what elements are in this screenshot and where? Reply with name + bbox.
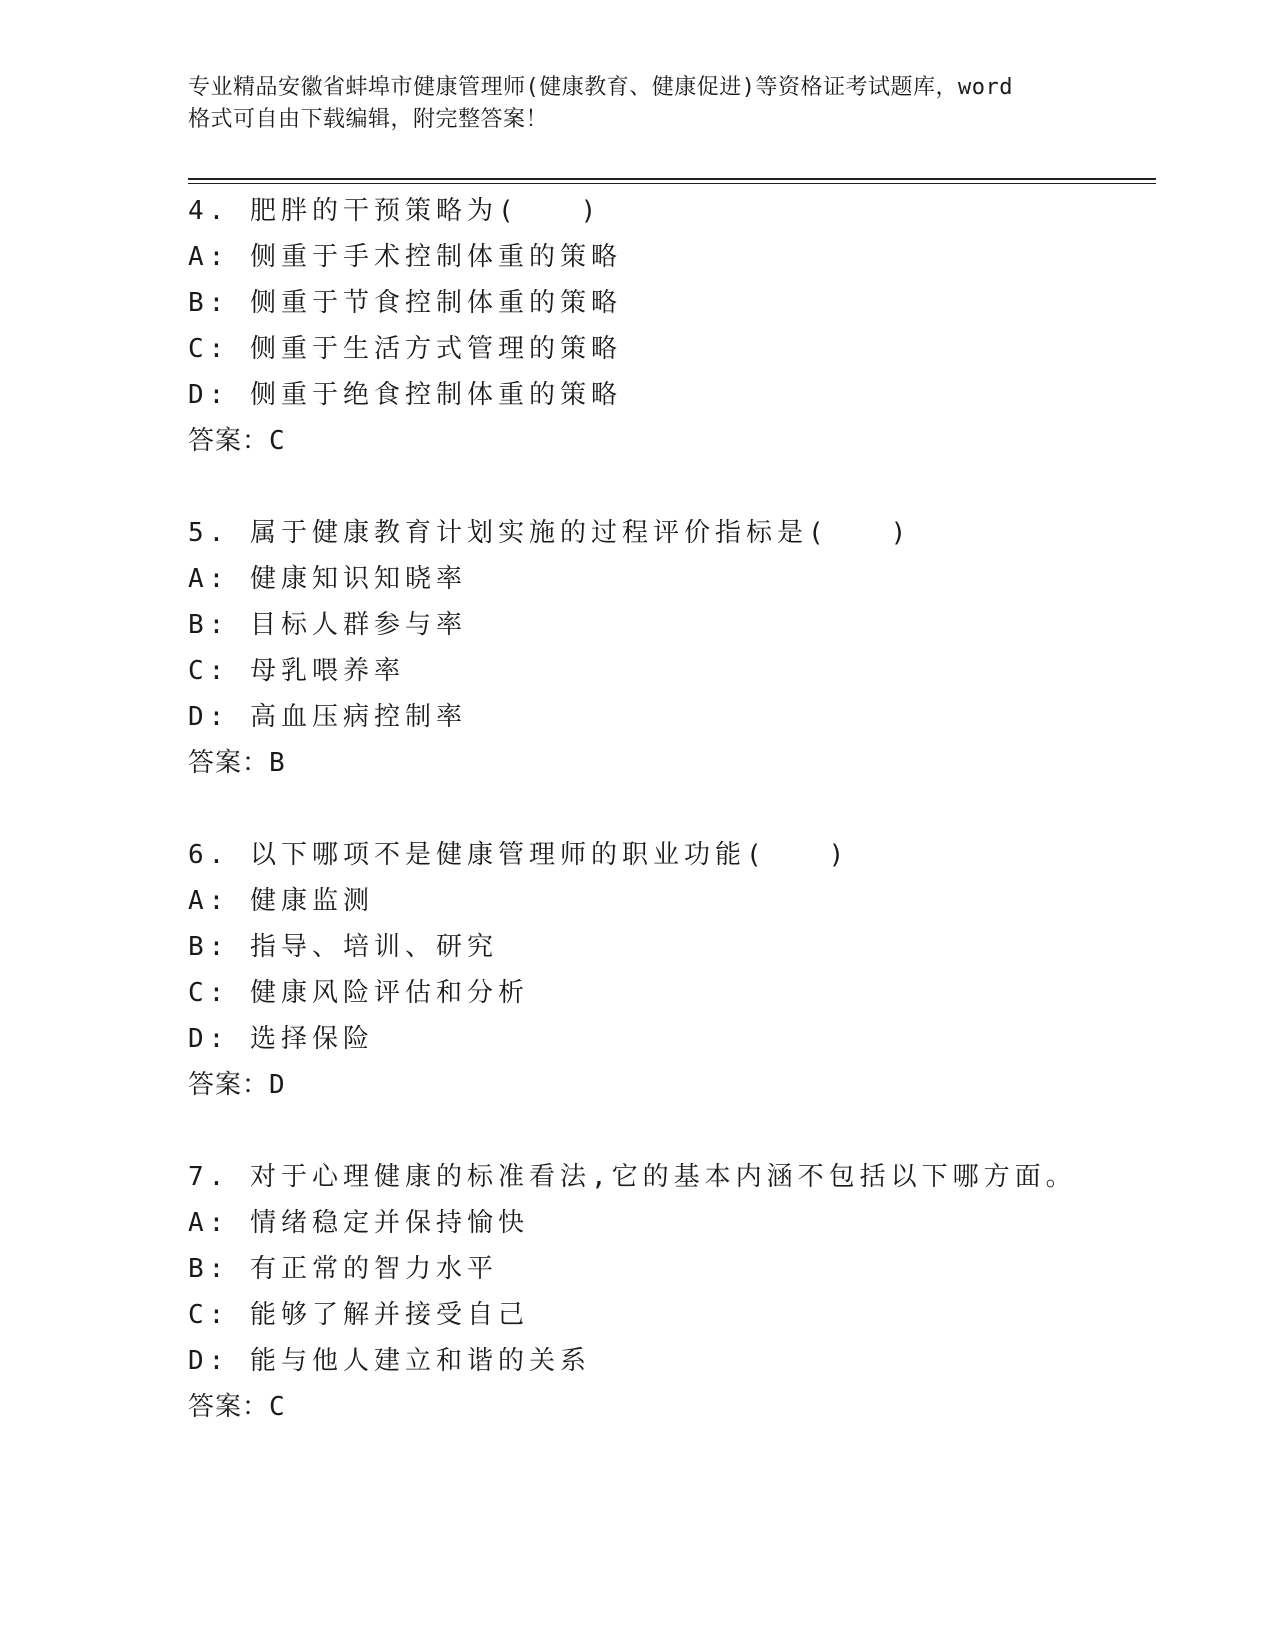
option-b: B: 有正常的智力水平 <box>188 1254 498 1284</box>
option-b: B: 目标人群参与率 <box>188 610 467 640</box>
document-header <box>188 72 1088 136</box>
answer: 答案：C <box>188 426 286 456</box>
header-line-2: 格式可自由下载编辑，附完整答案！ <box>188 107 549 132</box>
answer: 答案：C <box>188 1392 286 1422</box>
question-stem: 4. 肥胖的干预策略为( ) <box>188 196 602 226</box>
option-d: D: 能与他人建立和谐的关系 <box>188 1346 591 1376</box>
option-c: C: 能够了解并接受自己 <box>188 1300 529 1330</box>
question-stem: 6. 以下哪项不是健康管理师的职业功能( ) <box>188 840 850 870</box>
header-line-1: 专业精品安徽省蚌埠市健康管理师(健康教育、健康促进)等资格证考试题库，word <box>188 75 1013 100</box>
option-a: A: 健康监测 <box>188 886 374 916</box>
question-stem: 7. 对于心理健康的标准看法,它的基本内涵不包括以下哪方面。 <box>188 1162 1077 1192</box>
option-b: B: 侧重于节食控制体重的策略 <box>188 288 622 318</box>
option-b: B: 指导、培训、研究 <box>188 932 498 962</box>
answer: 答案：B <box>188 748 286 778</box>
option-d: D: 侧重于绝食控制体重的策略 <box>188 380 622 410</box>
option-a: A: 情绪稳定并保持愉快 <box>188 1208 529 1238</box>
question-stem: 5. 属于健康教育计划实施的过程评价指标是( ) <box>188 518 912 548</box>
option-a: A: 侧重于手术控制体重的策略 <box>188 242 622 272</box>
header-divider-thin <box>188 183 1156 184</box>
question-6 <box>188 832 1148 1108</box>
option-c: C: 侧重于生活方式管理的策略 <box>188 334 622 364</box>
header-divider-thick <box>188 178 1156 180</box>
option-c: C: 健康风险评估和分析 <box>188 978 529 1008</box>
question-7 <box>188 1154 1148 1430</box>
option-a: A: 健康知识知晓率 <box>188 564 467 594</box>
question-list <box>188 188 1148 1476</box>
question-5 <box>188 510 1148 786</box>
question-4 <box>188 188 1148 464</box>
option-c: C: 母乳喂养率 <box>188 656 405 686</box>
answer: 答案：D <box>188 1070 286 1100</box>
option-d: D: 选择保险 <box>188 1024 374 1054</box>
option-d: D: 高血压病控制率 <box>188 702 467 732</box>
